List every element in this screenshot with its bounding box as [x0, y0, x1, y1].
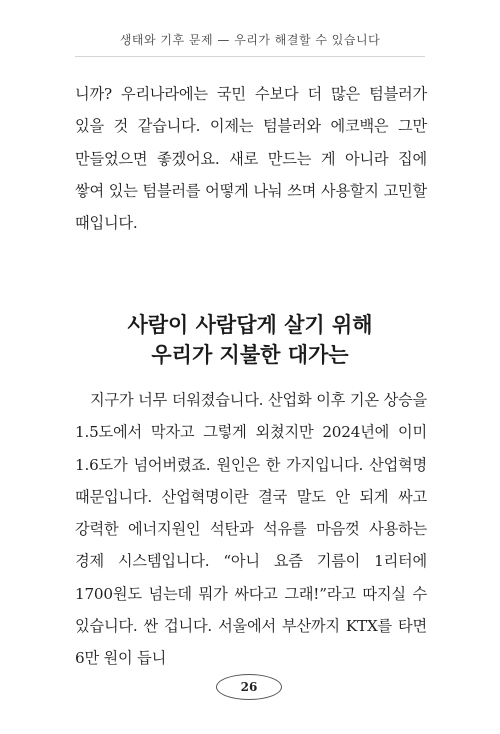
running-header: 생태와 기후 문제 — 우리가 해결할 수 있습니다	[119, 33, 381, 47]
body-paragraph: 지구가 너무 더워졌습니다. 산업화 이후 기온 상승을 1.5도에서 막자고 그렇게 외쳤지만 2024년에 이미 1.6도가 넘어버렸죠. 원인은 한 가지입니다. 산업혁명 때문입니다. 산업혁명이란 결국 말도 안 되게 싸고 강력한 에너지원인 석탄과 석유를 마음껏 사용하는 경제 시스템입니다. “아니 요즘 기름이 1리터에 1700원도 넘는데 뭐가 싸다고 그래!”라고 따지실 수 있습니다. 싼 겁니다. 서울에서 부산까지 KTX를 타면 6만 원이 듭니	[75, 391, 427, 668]
section-heading-line-2: 우리가 지불한 대가는	[151, 343, 349, 367]
body-paragraph-continued: 니까? 우리나라에는 국민 수보다 더 많은 텀블러가 있을 것 같습니다. 이제는 텀블러와 에코백은 그만 만들었으면 좋겠어요. 새로 만드는 게 아니라 집에 쌓여 있는 텀블러를 어떻게 나눠 쓰며 사용할지 고민할 때입니다.	[75, 85, 427, 233]
section-heading-line-1: 사람이 사람답게 살기 위해	[127, 313, 373, 337]
page-number: 26	[216, 674, 282, 700]
section-heading	[0, 310, 500, 370]
header-divider	[75, 56, 425, 57]
